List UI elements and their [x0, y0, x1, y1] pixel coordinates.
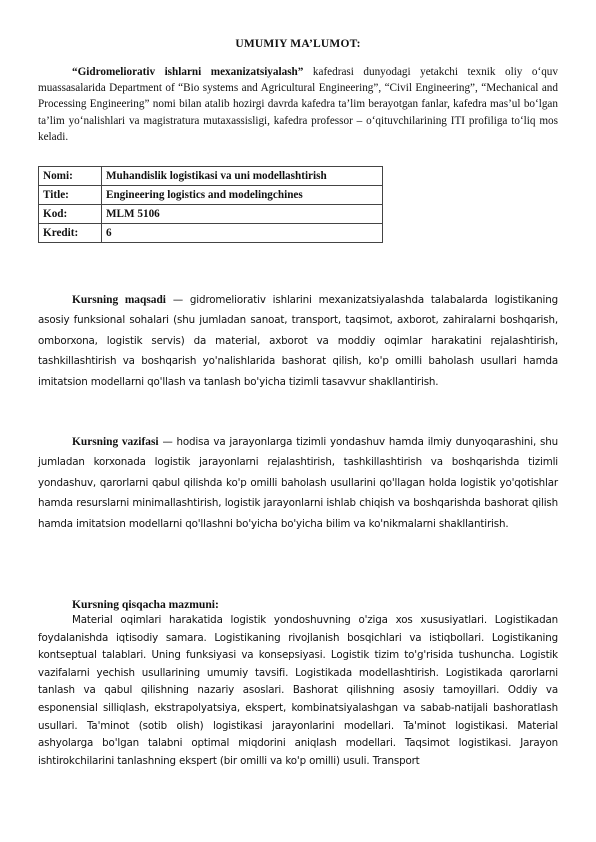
table-key: Title:: [39, 186, 102, 205]
summary-heading: Kursning qisqacha mazmuni:: [72, 598, 219, 611]
tasks-heading: Kursning vazifasi: [72, 436, 159, 448]
course-goal-paragraph: [38, 290, 558, 392]
goal-heading: Kursning maqsadi: [72, 294, 166, 306]
course-tasks-paragraph: [38, 432, 558, 534]
table-key: Kod:: [39, 205, 102, 224]
table-value: MLM 5106: [102, 205, 383, 224]
goal-text: — gidromeliorativ ishlarini mexanizatsiyalashda talabalarda logistikaning asosiy funksional sohalari (shu jumladan sanoat, transport, taqsimot, axborot, zahiralarni boshqarish, omborxona, logistik servis) da material, axborot va moddiy oqimlar harakatini rejalashtirish, tashkillashtirish va boshqarish yo'nalishlarida bashorat qilish, ko'p omilli baholash usullari hamda imitatsion modellarni qo'llash va tanlash bo'yicha tizimli tasavvur shakllantirish.: [38, 294, 558, 388]
table-value: Engineering logistics and modelingchines: [102, 186, 383, 205]
table-key: Nomi:: [39, 167, 102, 186]
table-row: [39, 186, 383, 205]
table-row: [39, 167, 383, 186]
intro-lead: “Gidromeliorativ ishlarni mexanizatsiyalash”: [72, 66, 304, 78]
table-row: [39, 205, 383, 224]
table-row: [39, 224, 383, 243]
page-title: UMUMIY MA’LUMOT:: [235, 38, 361, 50]
summary-paragraph: Material oqimlari harakatida logistik yondoshuvning o'ziga xos xususiyatlari. Logistikadan foydalanishda iqtisodiy samara. Logistikaning rivojlanish bosqichlari va istiqbollari. Logistikaning kontseptual talablari. Uning funksiyasi va konsepsiyasi. Logistik tizim to'g'risida tushuncha. Logistik vazifalarni yechish usullarining umumiy tavsifi. Logistikada modellashtirish. Logistikada qarorlarni tanlash va qabul qilishning nazariy asoslari. Bashorat qilishning asosiy tamoyillari. Oddiy va esponensial silliqlash, ekstrapolyatsiya, ekspert, kombinatsiyalashgan va sabab-natijali bashoratlash usullari. Ta'minot (sotib olish) logistikasi jarayonlarini modellari. Ta'minot logistikasi. Material ashyolarga bo'lgan talabni optimal miqdorini aniqlash modellari. Taqsimot logistikasi. Jarayon ishtirokchilarini tanlashning ekspert (bir omilli va ko'p omilli) usuli. Transport: [38, 614, 558, 767]
course-info-table: [38, 166, 383, 243]
table-value: Muhandislik logistikasi va uni modellashtirish: [102, 167, 383, 186]
intro-paragraph: [38, 64, 558, 145]
tasks-text: — hodisa va jarayonlarga tizimli yondashuv hamda ilmiy dunyoqarashini, shu jumladan korxonada logistik jarayonlarni rejalashtirish, tashkillashtirish va boshqarishda tizimli yondashuv, qarorlarni qabul qilishda ko'p omilli baholash usullarini qo'llagan holda logistik yo'qotishlar hamda resurslarni minimallashtirish, logistik jarayonlarni ishlab chiqish va boshqarishda bashorat qilish hamda imitatsion modellarni qo'llashni bo'yicha bo'yicha bilim va ko'nikmalarni shakllantirish.: [38, 436, 558, 530]
intro-text: kafedrasi dunyodagi yetakchi texnik oliy o‘quv muassasalarida Department of “Bio systems and Agricultural Engineering”, “Civil Engineering”, “Mechanical and Processing Engineering” nomi bilan atalib hozirgi davrda kafedra ta’lim berayotgan fanlar, kafedra mas’ul bo‘lgan ta’lim yo‘nalishlari va magistratura mutaxassisligi, kafedra professor – o‘qituvchilarining ITI profiliga to‘liq mos keladi.: [38, 66, 558, 143]
table-value: 6: [102, 224, 383, 243]
table-key: Kredit:: [39, 224, 102, 243]
